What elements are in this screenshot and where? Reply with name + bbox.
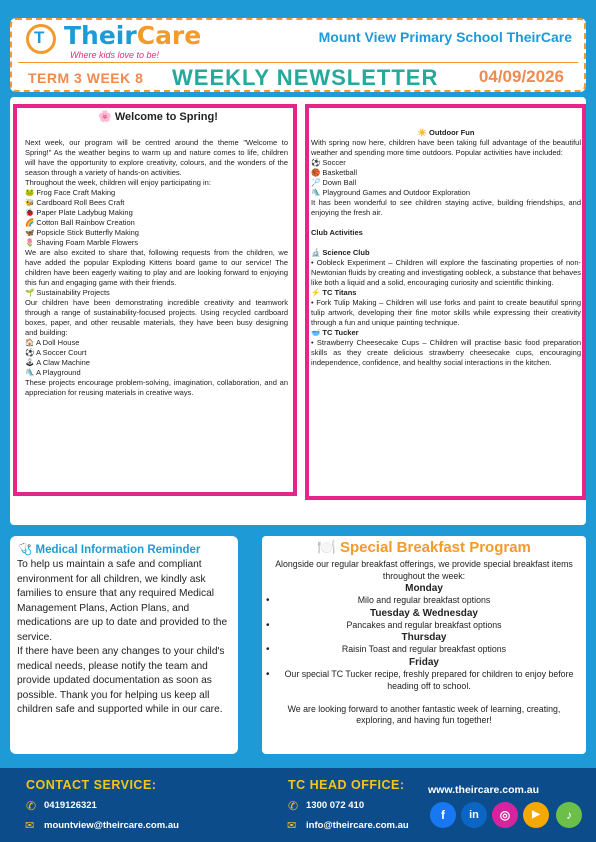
theircare-logo-icon: T (26, 24, 56, 54)
breakfast-day: Tuesday & Wednesday (370, 607, 478, 619)
activity-item: 🌷 Shaving Foam Marble Flowers (25, 238, 139, 247)
contact-email[interactable]: mountview@theircare.com.au (44, 820, 179, 831)
breakfast-item: • Raisin Toast and regular breakfast options (268, 644, 580, 656)
page-title: WEEKLY NEWSLETTER (172, 65, 439, 90)
tc-tucker-title: 🥣 TC Tucker (311, 328, 359, 337)
theircare-logo-text: TheirCare (64, 21, 202, 50)
footer (0, 768, 596, 842)
breakfast-program-card (262, 536, 586, 754)
outdoor-closing: It has been wonderful to see children staying active, building friendships, and enjoying the fresh air. (311, 198, 581, 217)
medical-paragraph: If there have been any changes to your child's medical needs, please notify the team and provide updated documentation as soon as possible. Thank you for helping us keep all children safe and supported while in our care. (17, 646, 225, 715)
tc-tucker-text: • Strawberry Cheesecake Cups – Children will practise basic food preparation skills as they create delicious strawberry cheesecake cups, encouraging independence, confidence, and healthy social interactions in the kitchen. (311, 338, 581, 367)
medical-reminder-card (10, 536, 238, 754)
website-link[interactable]: www.theircare.com.au (428, 784, 540, 796)
club-activities-heading: Club Activities (311, 228, 363, 237)
activity-item: 🐝 Cardboard Roll Bees Craft (25, 198, 125, 207)
contact-phone[interactable]: 0419126321 (44, 800, 97, 811)
sustainability-heading: 🌱 Sustainability Projects (25, 288, 110, 297)
sustainability-text: Our children have been demonstrating incredible creativity and teamwork through a range of sustainability-focused projects. Using recycled cardboard boxes, paper, and other reusable materials, they have been busy designing and building: (25, 298, 288, 337)
outdoor-item: 🛝 Playground Games and Outdoor Exploration (311, 188, 471, 197)
school-name: Mount View Primary School TheirCare (318, 29, 572, 45)
activity-item: 🐞 Paper Plate Ladybug Making (25, 208, 133, 217)
email-icon: ✉ (287, 820, 297, 832)
tc-titans-title: ⚡ TC Titans (311, 288, 357, 297)
contact-service-heading: CONTACT SERVICE: (26, 778, 157, 792)
breakfast-item: • Our special TC Tucker recipe, freshly prepared for children to enjoy before heading off to school. (268, 669, 580, 692)
breakfast-day: Monday (405, 583, 443, 595)
activities-lead: Throughout the week, children will enjoy participating in: (25, 178, 211, 187)
activity-item: 🌈 Cotton Ball Rainbow Creation (25, 218, 135, 227)
outdoor-title: ☀️ Outdoor Fun (417, 128, 475, 137)
breakfast-day: Thursday (401, 632, 447, 644)
game-announcement: We are also excited to share that, following requests from the children, we have added the popular Exploding Kittens board game to our service! The children have been eagerly waiting to play and are looking forward to enjoying this fun and engaging game with their friends. (25, 248, 288, 287)
email-icon: ✉ (25, 820, 35, 832)
welcome-title: 🌸 Welcome to Spring! (98, 111, 218, 123)
phone-icon: ✆ (26, 799, 37, 813)
instagram-icon[interactable]: ◎ (492, 802, 518, 828)
phone-icon: ✆ (288, 799, 299, 813)
outdoor-item: 🏀 Basketball (311, 168, 358, 177)
outdoor-intro: With spring now here, children have been taking full advantage of the beautiful weather and spending more time outdoors. Popular activities have included: (311, 138, 581, 157)
medical-title: 🩺 Medical Information Reminder (18, 544, 201, 556)
outdoor-clubs-section (305, 104, 586, 500)
activity-item: 🦋 Popsicle Stick Butterfly Making (25, 228, 139, 237)
office-phone[interactable]: 1300 072 410 (306, 800, 365, 811)
breakfast-body (268, 559, 580, 727)
activity-item: 🐸 Frog Face Craft Making (25, 188, 116, 197)
build-item: ⚽ A Soccer Court (25, 348, 87, 357)
build-item: 🕹 A Claw Machine (25, 358, 90, 367)
medical-paragraph: To help us maintain a safe and compliant environment for all children, we kindly ask families to ensure that any required Medical Management Plans, Action Plans, and medications are up to date and provided to the service. (17, 559, 228, 643)
medical-body (17, 558, 235, 718)
breakfast-item: • Milo and regular breakfast options (268, 595, 580, 607)
tc-titans-text: • Fork Tulip Making – Children will use forks and paint to create beautiful spring tulip artwork, developing their fine motor skills while expressing their creativity through a fun and unique painting technique. (311, 298, 581, 327)
term-week: TERM 3 WEEK 8 (28, 70, 144, 86)
breakfast-day: Friday (408, 656, 439, 668)
welcome-body (25, 138, 288, 398)
breakfast-item: • Pancakes and regular breakfast options (268, 620, 580, 632)
breakfast-closing: We are looking forward to another fantastic week of learning, creating, exploring, and having fun together! (287, 703, 561, 726)
sustainability-closing: These projects encourage problem-solving, imagination, collaboration, and an appreciation for reusing materials in creative ways. (25, 378, 288, 397)
office-email[interactable]: info@theircare.com.au (306, 820, 409, 831)
welcome-intro: Next week, our program will be centred around the theme "Welcome to Spring!" As the weather begins to warm up and nature comes to life, children will have the opportunity to explore creativity, colours, and the wonders of the season through a variety of hands-on activities. (25, 138, 288, 177)
outdoor-item: 🏸 Down Ball (311, 178, 357, 187)
logo-tagline: Where kids love to be! (70, 50, 160, 60)
tiktok-icon[interactable]: ♪ (556, 802, 582, 828)
science-club-text: • Oobleck Experiment – Children will explore the fascinating properties of non-Newtonian fluids by creating and investigating oobleck, a substance that behaves like both a liquid and a solid, encouraging curiosity and scientific thinking. (311, 258, 581, 287)
breakfast-intro: Alongside our regular breakfast offerings, we provide special breakfast items throughout the week: (275, 559, 573, 581)
outdoor-item: ⚽ Soccer (311, 158, 346, 167)
breakfast-title: 🍽️ Special Breakfast Program (317, 539, 531, 556)
newsletter-date: 04/09/2026 (478, 67, 564, 86)
science-club-title: 🔬 Science Club (311, 248, 370, 257)
linkedin-icon[interactable]: in (461, 802, 487, 828)
youtube-icon[interactable]: ▶ (523, 802, 549, 828)
head-office-heading: TC HEAD OFFICE: (288, 778, 405, 792)
newsletter-header (10, 18, 586, 92)
header-divider (18, 62, 578, 63)
build-item: 🏠 A Doll House (25, 338, 80, 347)
facebook-icon[interactable]: f (430, 802, 456, 828)
welcome-spring-section (13, 104, 297, 496)
build-item: 🛝 A Playground (25, 368, 81, 377)
outdoor-body (311, 128, 581, 368)
